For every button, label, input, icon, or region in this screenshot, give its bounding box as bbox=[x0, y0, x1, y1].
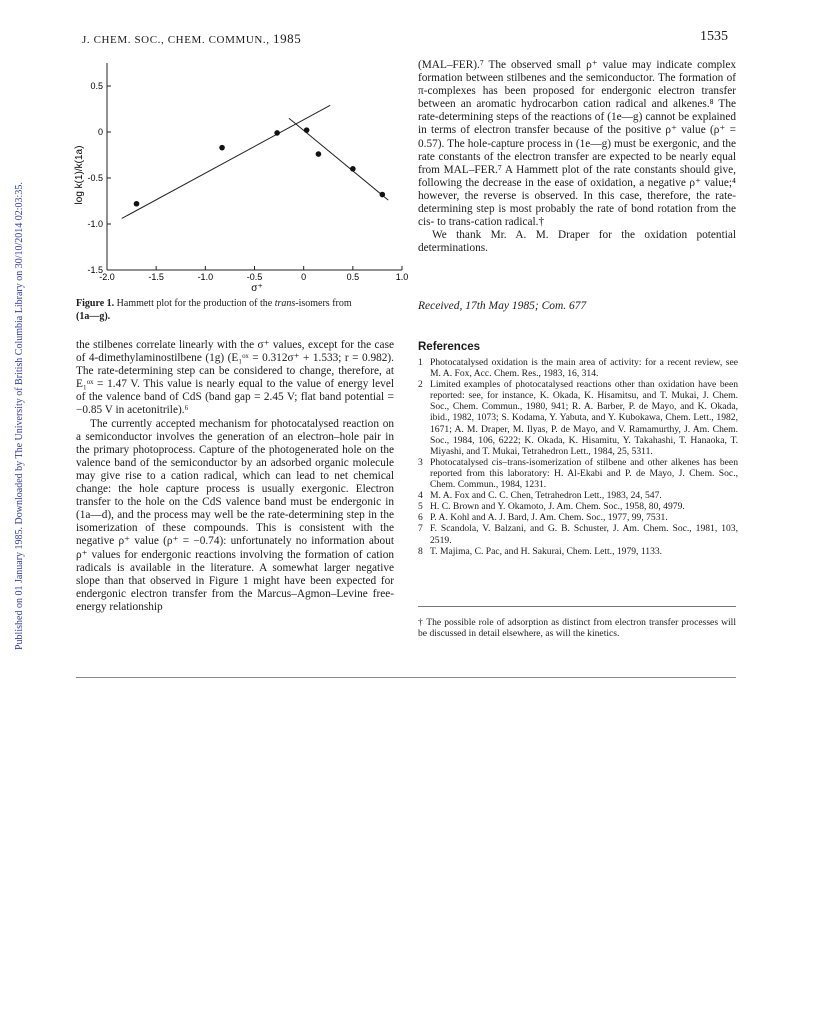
data-point bbox=[380, 192, 386, 198]
reference-item bbox=[418, 501, 738, 512]
reference-number: 5 bbox=[418, 501, 423, 513]
reference-number: 1 bbox=[418, 357, 423, 368]
reference-text: P. A. Kohl and A. J. Bard, J. Am. Chem. Soc., 1977, 99, 7531. bbox=[430, 512, 668, 524]
fit-line-positive-rho bbox=[289, 118, 388, 200]
data-point bbox=[274, 130, 280, 136]
fit-line-negative-rho bbox=[122, 105, 330, 218]
hammett-plot bbox=[60, 55, 410, 295]
reference-item bbox=[418, 357, 738, 379]
journal-name: J. CHEM. SOC., CHEM. COMMUN., bbox=[82, 34, 270, 46]
reference-item bbox=[418, 379, 738, 457]
page-number: 1535 bbox=[700, 29, 728, 44]
reference-number: 4 bbox=[418, 490, 423, 502]
x-tick-label: 0.5 bbox=[346, 272, 360, 282]
y-tick-label: 0.5 bbox=[90, 81, 103, 91]
x-tick-label: -2.0 bbox=[99, 272, 115, 282]
reference-item bbox=[418, 457, 738, 490]
y-axis-label: log k(1)/k(1a) bbox=[74, 145, 85, 205]
x-tick-label: -0.5 bbox=[246, 272, 263, 282]
caption-text: Hammett plot for the production of the bbox=[114, 298, 275, 309]
y-tick-label: -1.0 bbox=[87, 219, 103, 229]
acknowledgement: We thank Mr. A. M. Draper for the oxidation potential determinations. bbox=[418, 229, 736, 255]
x-tick-label: 0 bbox=[301, 272, 307, 282]
reference-item bbox=[418, 512, 738, 523]
reference-number: 7 bbox=[418, 523, 423, 535]
x-tick-label: -1.5 bbox=[148, 272, 164, 282]
x-axis-label: σ⁺ bbox=[251, 283, 263, 294]
data-point bbox=[219, 145, 225, 151]
reference-item bbox=[418, 490, 738, 501]
data-point bbox=[350, 166, 356, 172]
y-tick-label: -0.5 bbox=[87, 173, 103, 183]
reference-number: 8 bbox=[418, 545, 423, 557]
data-point bbox=[316, 151, 322, 157]
journal-year: 1985 bbox=[272, 31, 302, 46]
caption-line2: (1a—g). bbox=[76, 310, 111, 322]
reference-text: H. C. Brown and Y. Okamoto, J. Am. Chem. Soc., 1958, 80, 4979. bbox=[430, 501, 685, 513]
caption-label: Figure 1. bbox=[76, 298, 115, 309]
caption-text-end: -isomers from bbox=[295, 298, 352, 309]
right-column bbox=[418, 59, 736, 255]
left-paragraph-2: The currently accepted mechanism for photocatalysed reaction on a semiconductor involves the generation of an electron–hole pair in the primary photoprocess. Capture of the photogenerated hole on the valence band of the semiconductor by an adsorbed organic molecule may give rise to a cation radical, which can lead to net chemical change: the hole capture process is usually exergonic. Electron transfer to the hole on the CdS valence band must be endergonic in (1a—d), and the process may well be the rate-determining step in the isomerization of these compounds. This is consistent with the negative ρ⁺ value (ρ⁺ = −0.74): unfortunately no information about ρ⁺ values for endergonic reactions involving the formation of cation radicals is available in the literature. A somewhat larger negative slope than that observed in Figure 1 might have been expected for endergonic electron transfer from the Marcus–Agmon–Levine free-energy relationship bbox=[76, 417, 394, 613]
footnote-divider bbox=[418, 606, 736, 607]
watermark-text: Published on 01 January 1985. Downloaded by The University of British Columbia Library on 30/10/2014 02:03:35. bbox=[14, 182, 25, 650]
reference-text: Photocatalysed cis–trans-isomerization of stilbene and other alkenes has been reported from this laboratory: H. Al-Ekabi and P. de Mayo, J. Chem. Soc., Chem. Commun., 1984, 1231. bbox=[430, 456, 738, 491]
running-head bbox=[82, 31, 301, 47]
reference-text: M. A. Fox and C. C. Chen, Tetrahedron Lett., 1983, 24, 547. bbox=[430, 490, 662, 502]
y-tick-label: -1.5 bbox=[87, 265, 103, 275]
reference-number: 3 bbox=[418, 456, 423, 468]
reference-text: T. Majima, C. Pac, and H. Sakurai, Chem. Lett., 1979, 1133. bbox=[430, 545, 663, 557]
received-date: Received, 17th May 1985; Com. 677 bbox=[418, 300, 587, 312]
reference-item bbox=[418, 523, 738, 545]
right-paragraph-1: (MAL–FER).⁷ The observed small ρ⁺ value may indicate complex formation between stilbenes and the semiconductor. The formation of π-complexes has been proposed for endergonic electron transfer between an aromatic hydrocarbon cation radical and alkenes.⁸ The rate-determining steps of the reactions of (1e—g) cannot be explained in terms of electron transfer because of the positive ρ⁺ value (ρ⁺ = 0.57). The hole-capture process in (1e—g) must be exergonic, and the rate constants of the electron transfer are expected to be nearly equal from MAL–FER.⁷ A Hammett plot of the rate constants should give, following the decrease in the ease of oxidation, a negative ρ⁺ value;⁴ however, the reverse is observed. In this case, therefore, the rate-determining step is most probably the rate of bond rotation from the cis- to trans-cation radical.† bbox=[418, 59, 736, 229]
caption-italic: trans bbox=[274, 298, 296, 309]
references-heading: References bbox=[418, 341, 481, 353]
x-tick-label: 1.0 bbox=[395, 272, 409, 282]
page-bottom-rule bbox=[76, 677, 736, 678]
reference-text: F. Scandola, V. Balzani, and G. B. Schuster, J. Am. Chem. Soc., 1981, 103, 2519. bbox=[430, 523, 738, 546]
data-point bbox=[134, 201, 140, 207]
reference-number: 6 bbox=[418, 512, 423, 524]
reference-list bbox=[418, 357, 738, 557]
data-point bbox=[304, 127, 310, 133]
download-watermark bbox=[2, 170, 25, 690]
y-tick-label: 0 bbox=[97, 127, 103, 137]
left-column bbox=[76, 339, 394, 614]
reference-item bbox=[418, 546, 738, 557]
reference-number: 2 bbox=[418, 379, 423, 391]
reference-text: Photocatalysed oxidation is the main area of activity: for a recent review, see M. A. Fox, Acc. Chem. Res., 1983, 16, 314. bbox=[430, 357, 738, 380]
footnote: † The possible role of adsorption as distinct from electron transfer processes will be discussed in detail elsewhere, as will the kinetics. bbox=[418, 617, 736, 640]
x-tick-label: -1.0 bbox=[197, 272, 214, 282]
figure-caption bbox=[76, 298, 396, 323]
left-paragraph-1: the stilbenes correlate linearly with the σ⁺ values, except for the case of 4-dimethylaminostilbene (1g) (E₁ᵒˣ = 0.312σ⁺ + 1.533; r = 0.982). The rate-determining step can be considered to change, therefore, at E₁ᵒˣ = 1.47 V. This value is nearly equal to the value of energy level of the valence band of CdS (band gap = 2.45 V; flat band potential = −0.85 V in acetonitrile).⁶ bbox=[76, 339, 394, 417]
reference-text: Limited examples of photocatalysed reactions other than oxidation have been reported: see, for instance, K. Okada, K. Hisamitsu, and T. Mukai, J. Chem. Soc., Chem. Commun., 1980, 941; R. A. Barber, P. de Mayo, and K. Okada, ibid., 1982, 1073; S. Kodama, Y. Yabuta, and Y. Kubokawa, Chem. Lett., 1982, 1671; A. M. Draper, M. Ilyas, P. de Mayo, and V. Ramamurthy, J. Am. Chem. Soc., 1984, 106, 6222; K. Okada, K. Hisamitu, Y. Takahashi, T. Hanaoka, T. Miyashi, and T. Mukai, Tetrahedron Lett., 1984, 25, 5311. bbox=[430, 379, 738, 457]
